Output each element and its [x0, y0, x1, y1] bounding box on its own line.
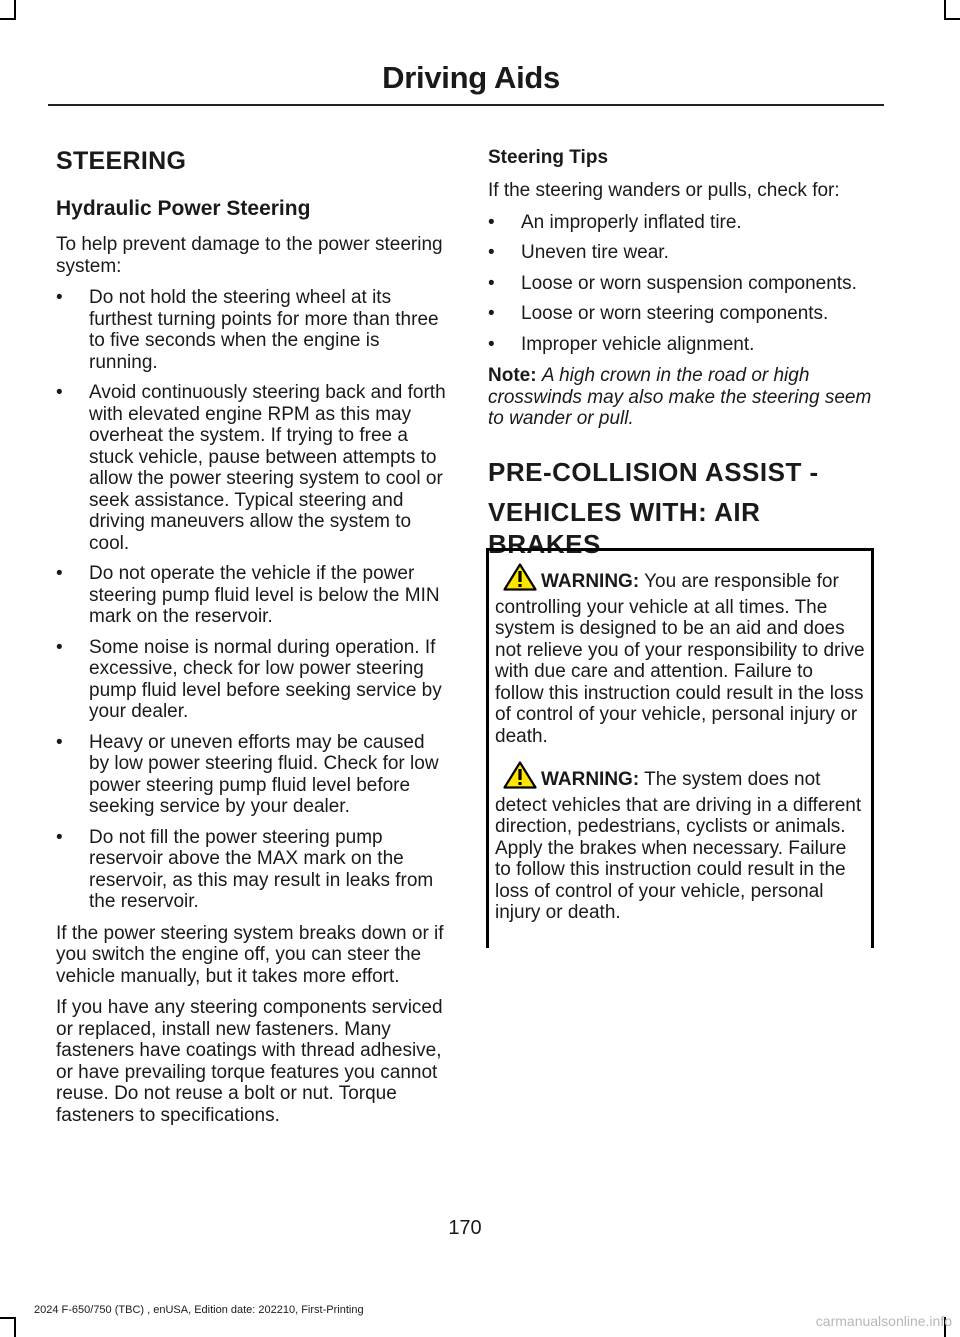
list-item: • Some noise is normal during operation. If excessive, check for low power steering pump fluid level before seeking service by your dealer. [56, 637, 448, 723]
paragraph-breakdown: If the power steering system breaks down or if you switch the engine off, you can steer the vehicle manually, but it takes more effort. [56, 922, 444, 987]
section-title-steering: STEERING [56, 147, 187, 175]
section-title-line-2: VEHICLES WITH: AIR BRAKES [488, 496, 761, 559]
tips-bullet-list [488, 212, 880, 356]
warning-label: WARNING: [541, 571, 640, 592]
list-item: • Heavy or uneven efforts may be caused by low power steering fluid. Check for low power steering pump fluid level before seeking service by your dealer. [56, 732, 448, 818]
crop-mark-bottom-left-v [14, 1317, 16, 1337]
list-item: • Do not fill the power steering pump reservoir above the MAX mark on the reservoir, as this may result in leaks from the reservoir. [56, 827, 448, 913]
section-title-line-1: PRE-COLLISION ASSIST - [488, 456, 819, 487]
tips-intro: If the steering wanders or pulls, check for: [488, 180, 840, 201]
steering-tips-heading: Steering Tips [488, 147, 609, 168]
crop-mark-top-left-v [14, 0, 16, 20]
warning-box [486, 548, 874, 948]
list-item: • Do not hold the steering wheel at its furthest turning points for more than three to five seconds when the engine is running. [56, 287, 448, 373]
warning-2 [495, 761, 865, 924]
steering-bullet-list [56, 287, 448, 913]
footer-edition: 2024 F-650/750 (TBC) , enUSA, Edition date: 202210, First-Printing [34, 1304, 364, 1316]
right-column [488, 146, 880, 568]
section-title-pre-collision [488, 456, 880, 560]
crop-mark-bottom-left-h [0, 1317, 16, 1319]
header-divider [48, 104, 884, 106]
list-item: • Uneven tire wear. [488, 242, 880, 264]
warning-triangle-icon [503, 761, 537, 795]
crop-mark-top-right-h [944, 18, 960, 20]
crop-mark-top-left-h [0, 18, 16, 20]
crop-mark-top-right-v [944, 0, 946, 20]
page-header-title: Driving Aids [382, 60, 560, 95]
warning-text: The system does not detect vehicles that are driving in a different direction, pedestrians, cyclists or animals. Apply the brakes when necessary. Failure to follow this instruction could result in the loss of control of your vehicle, personal injury or death. [495, 769, 862, 923]
paragraph-fasteners: If you have any steering components serviced or replaced, install new fasteners. Many fasteners have coatings with thread adhesive, or have prevailing torque features you cannot reuse. Do not reuse a bolt or nut. Torque fasteners to specifications. [56, 997, 443, 1126]
watermark: carmanualsonline.info [815, 1313, 952, 1329]
warning-label: WARNING: [541, 769, 640, 790]
warning-1 [495, 563, 865, 747]
list-item: • An improperly inflated tire. [488, 212, 880, 234]
note-text: A high crown in the road or high crosswinds may also make the steering seem to wander or pull. [488, 365, 872, 429]
left-column [56, 146, 448, 1136]
intro-paragraph: To help prevent damage to the power steering system: [56, 234, 443, 277]
page-number: 170 [448, 1217, 482, 1239]
subheading-hydraulic: Hydraulic Power Steering [56, 197, 311, 220]
list-item: • Avoid continuously steering back and forth with elevated engine RPM as this may overheat the system. If trying to free a stuck vehicle, pause between attempts to allow the power steering system to cool or seek assistance. Typical steering and driving maneuvers allow the system to cool. [56, 382, 448, 554]
list-item: • Loose or worn steering components. [488, 303, 880, 325]
warning-triangle-icon [503, 563, 537, 597]
list-item: • Improper vehicle alignment. [488, 334, 880, 356]
note-label: Note: [488, 365, 537, 386]
note [488, 365, 880, 430]
list-item: • Do not operate the vehicle if the power steering pump fluid level is below the MIN mark on the reservoir. [56, 563, 448, 628]
warning-text: You are responsible for controlling your vehicle at all times. The system is designed to be an aid and does not relieve you of your responsibility to drive with due care and attention. Failure to follow this instruction could result in the loss of control of your vehicle, personal injury or death. [495, 571, 865, 747]
list-item: • Loose or worn suspension components. [488, 273, 880, 295]
